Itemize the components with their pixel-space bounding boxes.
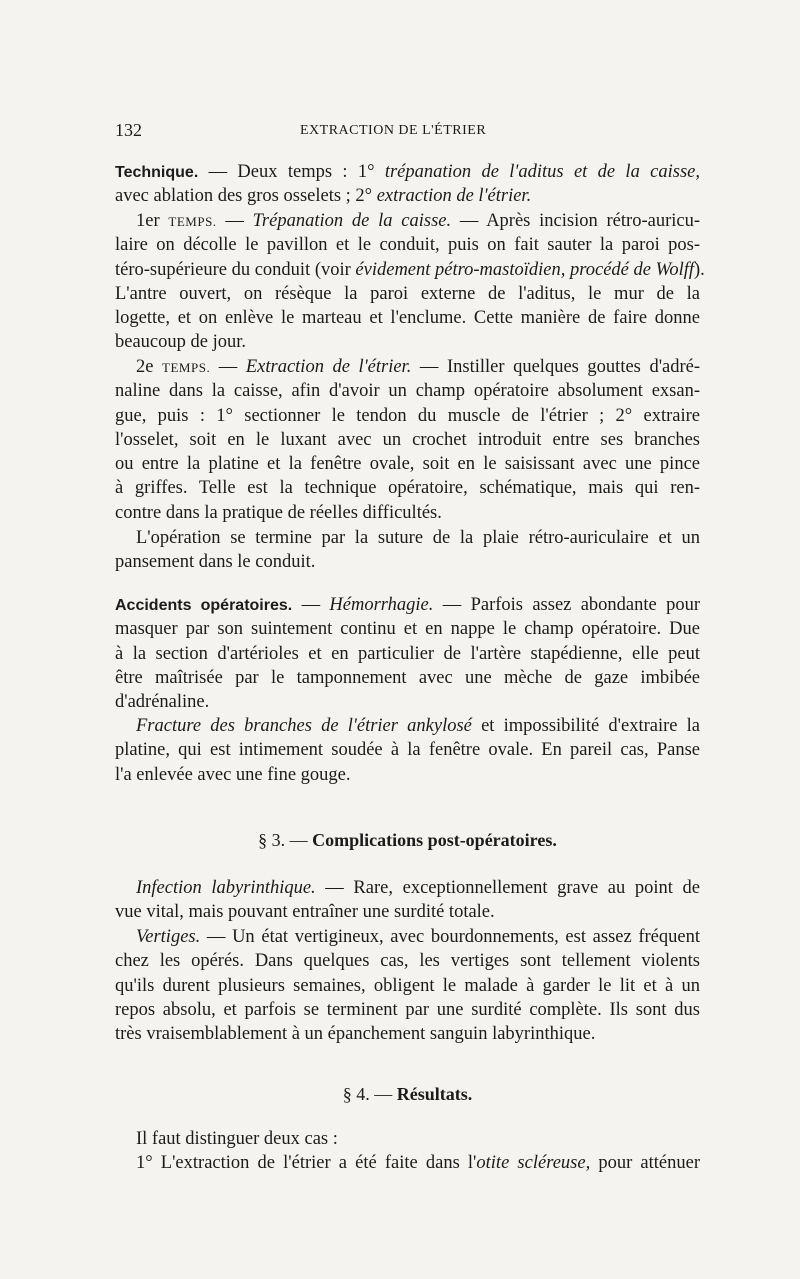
text-line: 2e TEMPS. — Extraction de l'étrier. — Instiller quelques gouttes d'adré- [136,357,701,377]
text-line: Accidents opératoires. — Hémorrhagie. — Parfois assez abondante pour [115,595,700,615]
text-line: très vraisemblablement à un épanchement sanguin labyrinthique. [115,1024,596,1045]
text-line: repos absolu, et parfois se terminent par une surdité complète. Ils sont dus [115,999,700,1020]
text-line: à la section d'artérioles et en particulier de l'artère stapédienne, elle peut [115,643,700,664]
paragraph-temps-2 [115,355,700,525]
text-line: beaucoup de jour. [115,332,246,353]
text-line: laire on décolle le pavillon et le conduit, puis on fait sauter la paroi pos- [115,235,700,256]
text-line: téro-supérieure du conduit (voir évidement pétro-mastoïdien, procédé de Wolff). [115,259,705,280]
section-4-heading: § 4. — Résultats. [342,1084,473,1104]
text-line: Il faut distinguer deux cas : [136,1129,338,1149]
text-line: Fracture des branches de l'étrier ankylosé et impossibilité d'extraire la [136,716,700,736]
text-line: à griffes. Telle est la technique opératoire, schématique, mais qui ren- [115,478,700,499]
paragraph-vertiges [115,925,700,1046]
text-line: 1er TEMPS. — Trépanation de la caisse. — Après incision rétro-auricu- [136,211,700,231]
paragraph-fracture [115,714,700,787]
technique-label: Technique. [115,164,199,181]
section-3-heading: § 3. — Complications post-opératoires. [258,830,557,850]
paragraph-technique [115,160,700,209]
text-line: d'adrénaline. [115,692,210,713]
running-header [115,120,700,144]
text-line: Vertiges. — Un état vertigineux, avec bourdonnements, est assez fréquent [136,927,700,947]
text-line: qu'ils durent plusieurs semaines, obligent le malade à garder le lit et à un [115,975,700,996]
text-line: l'osselet, soit en le luxant avec un crochet introduit entre ses branches [115,429,700,450]
text-line: L'antre ouvert, on résèque la paroi externe de l'aditus, le mur de la [115,283,700,304]
running-title: EXTRACTION DE L'ÉTRIER [300,123,487,138]
paragraph-operation-end [115,526,700,575]
text-line: platine, qui est intimement soudée à la fenêtre ovale. En pareil cas, Panse [115,740,700,761]
text-line: gue, puis : 1° sectionner le tendon du muscle de l'étrier ; 2° extraire [115,405,700,426]
text-line: vue vital, mais pouvant entraîner une surdité totale. [115,902,495,923]
paragraph-accidents [115,593,700,714]
text-line: Technique. — Deux temps : 1° trépanation de l'aditus et de la caisse, [115,162,700,182]
text-line: Infection labyrinthique. — Rare, exceptionnellement grave au point de [136,878,700,898]
text-line: 1° L'extraction de l'étrier a été faite dans l'otite scléreuse, pour atténuer [136,1153,700,1174]
text-line: ou entre la platine et la fenêtre ovale, soit en le saisissant avec une pince [115,454,700,475]
text-line: L'opération se termine par la suture de la plaie rétro-auriculaire et un [136,528,700,548]
text-line: naline dans la caisse, afin d'avoir un champ opératoire absolument exsan- [115,381,700,402]
text-line: être maîtrisée par le tamponnement avec une mèche de gaze imbibée [115,667,700,688]
text-line: avec ablation des gros osselets ; 2° extraction de l'étrier. [115,186,532,207]
text-line: contre dans la pratique de réelles difficultés. [115,502,442,523]
paragraph-temps-1 [115,209,705,355]
accidents-label: Accidents opératoires. [115,597,293,614]
text-line: logette, et on enlève le marteau et l'enclume. Cette manière de faire donne [115,308,700,329]
text-line: pansement dans le conduit. [115,552,316,573]
text-line: l'a enlevée avec une fine gouge. [115,764,351,785]
text-line: masquer par son suintement continu et en nappe le champ opératoire. Due [115,619,700,640]
paragraph-results [115,1127,700,1176]
paragraph-infection [115,876,700,925]
text-line: chez les opérés. Dans quelques cas, les vertiges sont tellement violents [115,951,700,972]
page-number: 132 [115,120,142,140]
